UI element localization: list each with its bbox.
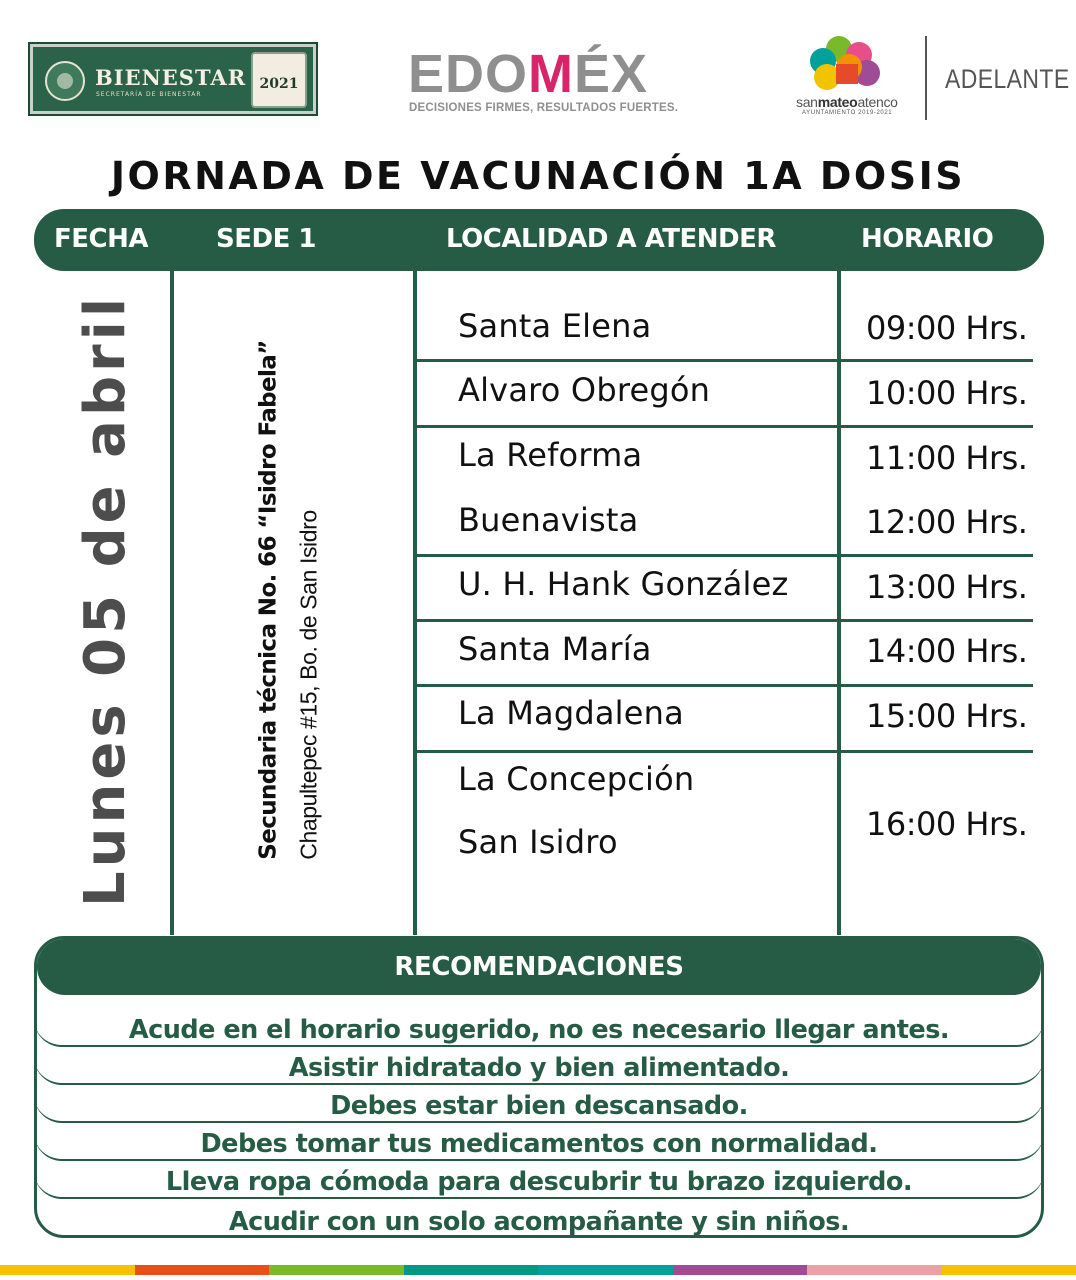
row-divider: [417, 554, 837, 557]
horario-item: 16:00 Hrs.: [866, 805, 1028, 843]
fecha-value: Lunes 05 de abril: [73, 293, 139, 907]
color-strip-segment: [942, 1265, 1076, 1275]
edomex-logo: [408, 46, 720, 118]
recomendacion-text: Debes tomar tus medicamentos con normalidad.: [200, 1129, 878, 1159]
header-fecha: FECHA: [54, 224, 148, 254]
table-header: [34, 209, 1044, 271]
horario-item: 09:00 Hrs.: [866, 309, 1028, 347]
header-horario: HORARIO: [861, 224, 994, 254]
column-divider: [170, 271, 174, 935]
municipio-name: sanmateoatenco: [796, 94, 898, 110]
recomendaciones-title: RECOMENDACIONES: [394, 952, 684, 982]
row-divider: [841, 750, 1033, 753]
recomendacion-row: [34, 1199, 1044, 1237]
recomendacion-text: Acude en el horario sugerido, no es necesario llegar antes.: [128, 1015, 950, 1045]
municipio-motto: ADELANTE: [945, 64, 1070, 94]
edomex-slogan: DECISIONES FIRMES, RESULTADOS FUERTES.: [409, 102, 679, 114]
san-mateo-atenco-logo: [796, 34, 916, 120]
row-divider: [417, 684, 837, 687]
national-seal-icon: [45, 61, 85, 101]
recomendacion-row: [34, 1123, 1044, 1161]
row-divider: [417, 619, 837, 622]
year-2021-seal-icon: [251, 52, 307, 108]
color-strip-segment: [673, 1265, 808, 1275]
localidad-item: Santa María: [458, 630, 652, 668]
logo-divider: [925, 36, 927, 120]
localidad-item: La Reforma: [458, 436, 643, 474]
recomendacion-text: Asistir hidratado y bien alimentado.: [288, 1053, 790, 1083]
localidad-item: Santa Elena: [458, 307, 652, 345]
color-strip-segment: [807, 1265, 942, 1275]
sede-name: Secundaria técnica No. 66 “Isidro Fabela”: [256, 340, 283, 860]
sede-cell: [222, 280, 352, 920]
sede-address: Chapultepec #15, Bo. de San Isidro: [296, 510, 323, 860]
recomendacion-row: [34, 1161, 1044, 1199]
recomendacion-row: [34, 1047, 1044, 1085]
horario-item: 12:00 Hrs.: [866, 503, 1028, 541]
horario-item: 13:00 Hrs.: [866, 568, 1028, 606]
recomendacion-text: Acudir con un solo acompañante y sin niños.: [228, 1207, 850, 1237]
row-divider: [417, 425, 837, 428]
row-divider: [841, 359, 1033, 362]
year-label: 2021: [259, 76, 299, 92]
bienestar-subtitle: SECRETARÍA DE BIENESTAR: [96, 91, 202, 98]
recomendacion-row: [34, 1085, 1044, 1123]
color-strip-segment: [0, 1265, 135, 1275]
color-strip-segment: [269, 1265, 404, 1275]
header-sede: SEDE 1: [216, 224, 316, 254]
localidad-item: San Isidro: [458, 823, 618, 861]
horario-item: 15:00 Hrs.: [866, 697, 1028, 735]
recomendaciones-header: [37, 939, 1041, 995]
recomendacion-text: Debes estar bien descansado.: [330, 1091, 748, 1121]
row-divider: [841, 425, 1033, 428]
color-strip-segment: [404, 1265, 539, 1275]
localidad-item: La Magdalena: [458, 694, 684, 732]
recomendaciones-box: [34, 936, 1044, 1238]
municipio-subtitle: AYUNTAMIENTO 2019-2021: [802, 110, 893, 116]
localidad-item: U. H. Hank González: [458, 565, 789, 603]
color-strip-segment: [135, 1265, 270, 1275]
row-divider: [841, 554, 1033, 557]
row-divider: [841, 619, 1033, 622]
localidad-item: La Concepción: [458, 760, 695, 798]
row-divider: [417, 359, 837, 362]
horario-item: 10:00 Hrs.: [866, 374, 1028, 412]
row-divider: [841, 684, 1033, 687]
bienestar-logo: [30, 44, 316, 114]
house-icon: [836, 64, 858, 84]
header-localidad: LOCALIDAD A ATENDER: [446, 224, 776, 254]
localidad-item: Alvaro Obregón: [458, 371, 711, 409]
page-title: JORNADA DE VACUNACIÓN 1A DOSIS: [110, 154, 966, 198]
localidad-item: Buenavista: [458, 501, 639, 539]
recomendacion-text: Lleva ropa cómoda para descubrir tu brazo izquierdo.: [165, 1167, 913, 1197]
row-divider: [417, 750, 837, 753]
fecha-cell: [56, 290, 156, 910]
column-divider: [837, 271, 841, 935]
edomex-wordmark: EDOMÉX: [408, 44, 649, 104]
horario-item: 14:00 Hrs.: [866, 632, 1028, 670]
column-divider: [413, 271, 417, 935]
color-strip-segment: [538, 1265, 673, 1275]
color-strip: [0, 1265, 1076, 1275]
horario-item: 11:00 Hrs.: [866, 439, 1028, 477]
bienestar-title: BIENESTAR: [95, 65, 247, 90]
